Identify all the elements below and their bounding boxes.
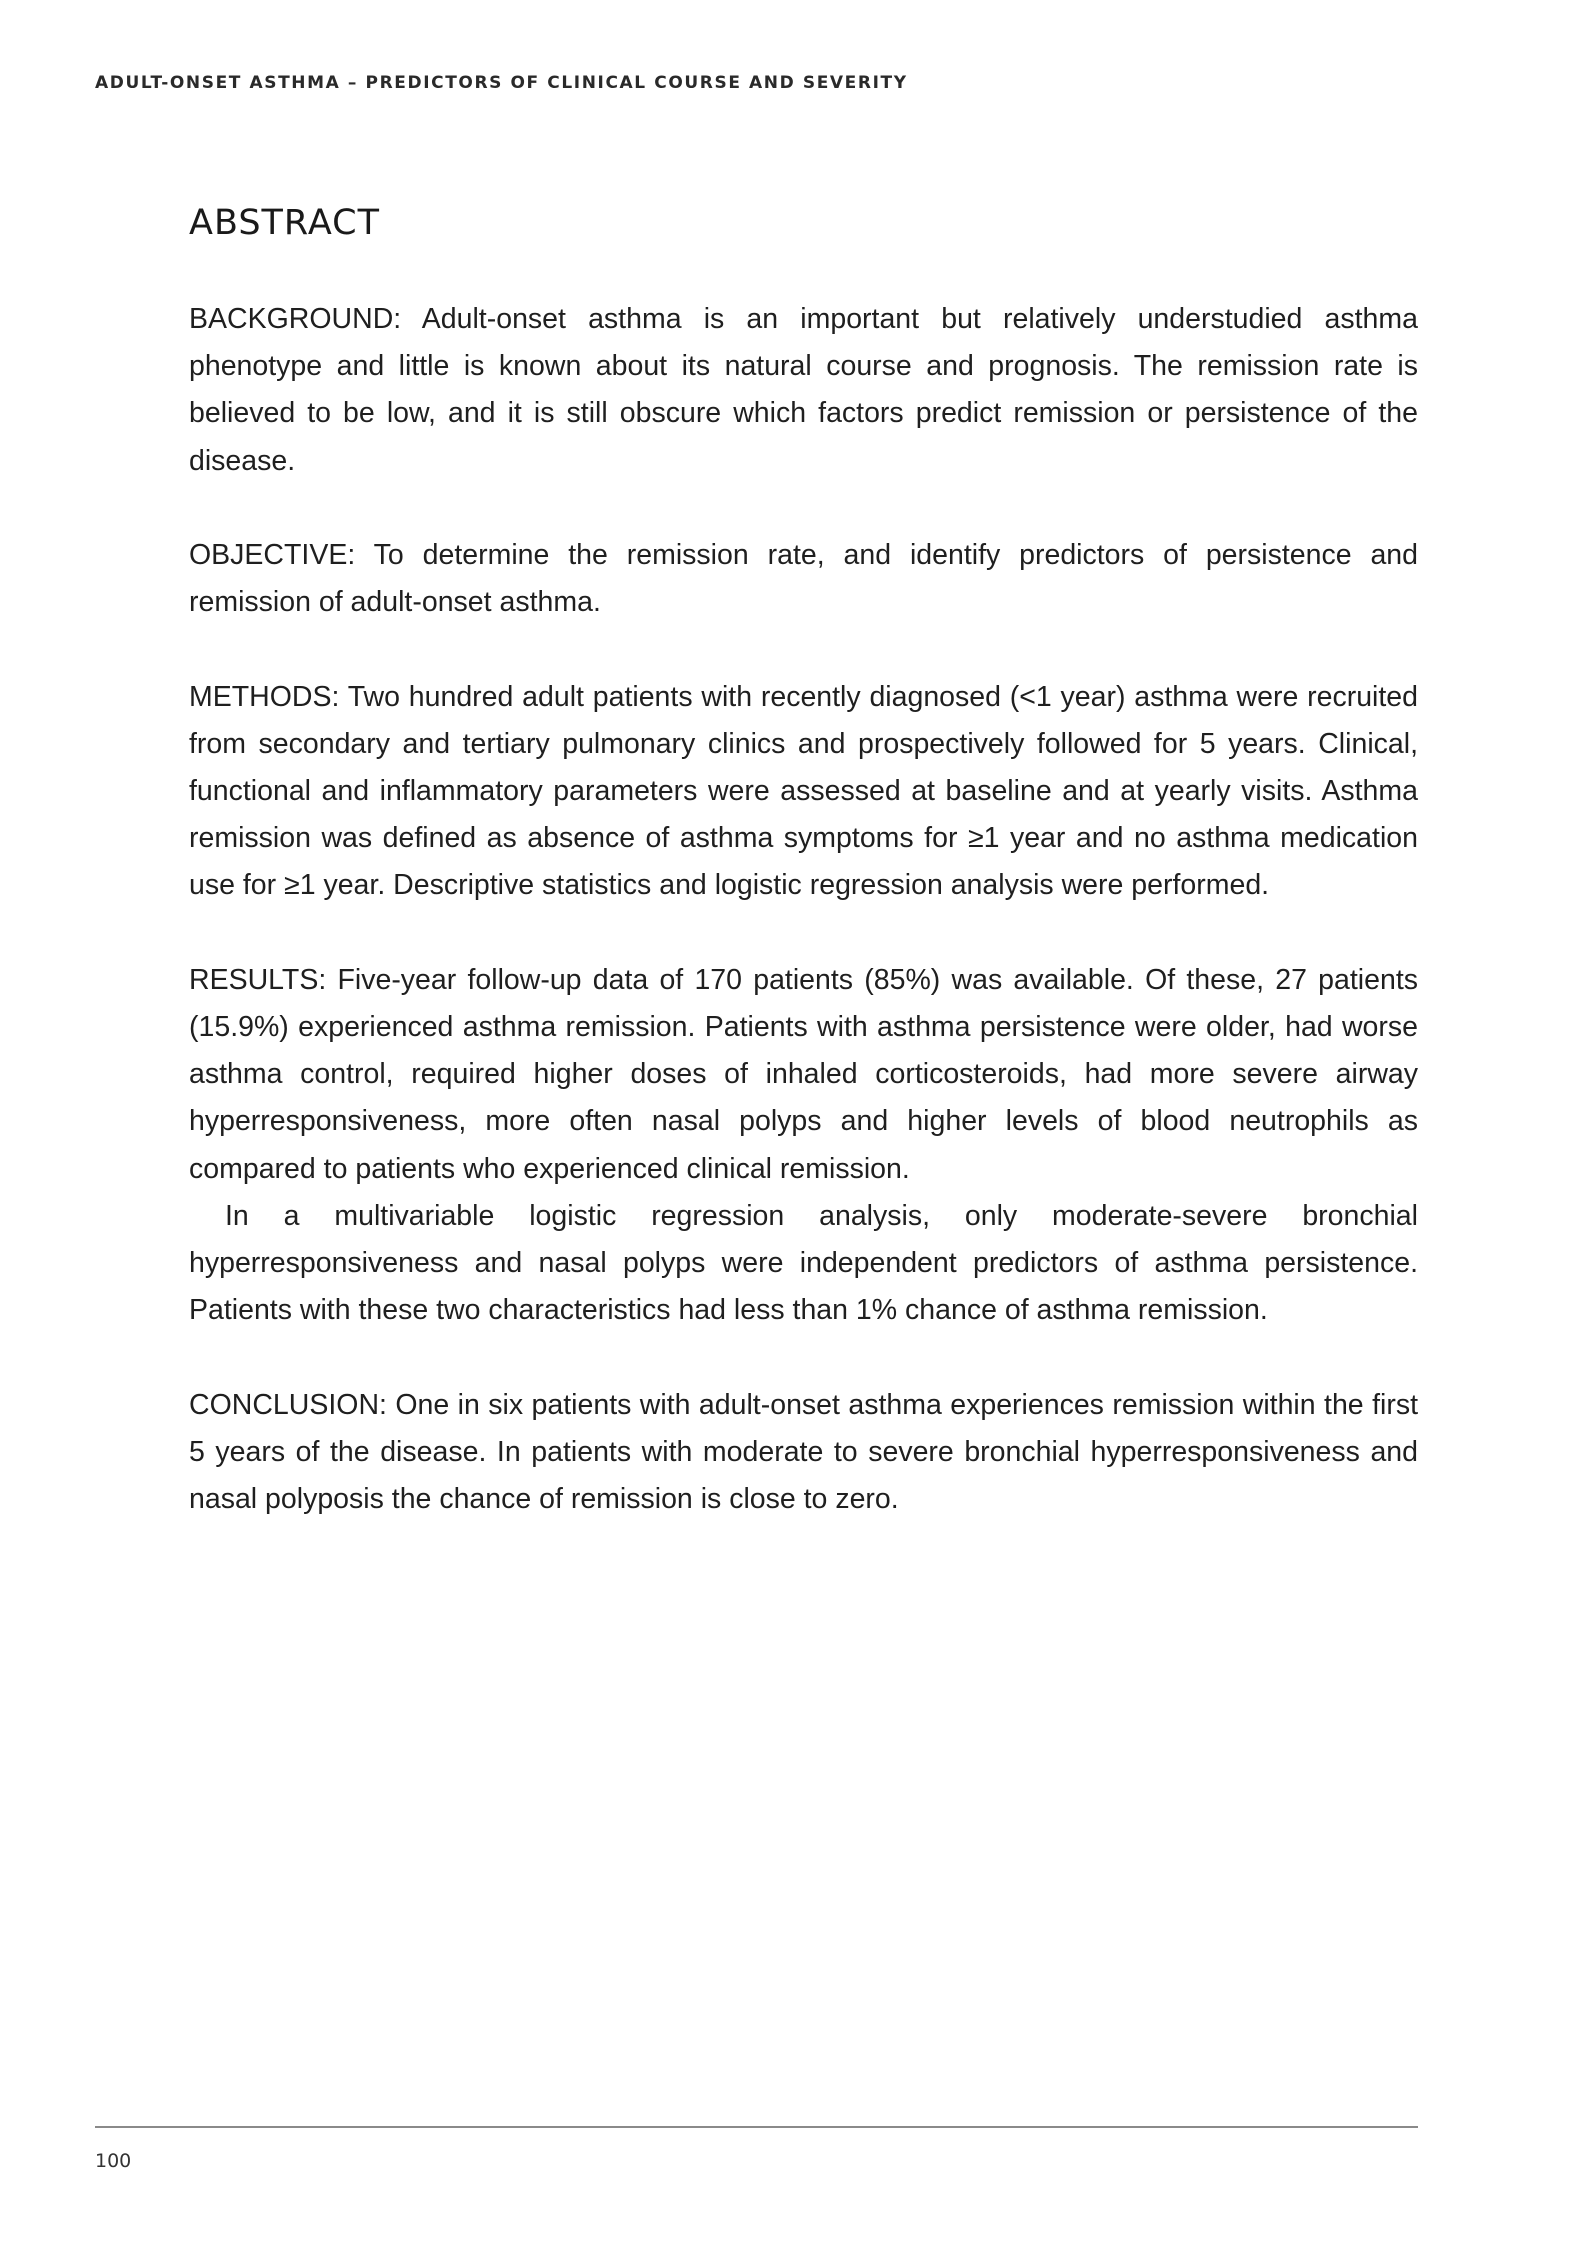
background-section bbox=[189, 296, 1418, 485]
results-section bbox=[189, 957, 1418, 1335]
objective-paragraph: OBJECTIVE: To determine the remission rate, and identify predictors of persistence and remission of adult-onset asthma. bbox=[189, 539, 1418, 619]
abstract-title: ABSTRACT bbox=[189, 203, 380, 243]
results-multivariable-paragraph: In a multivariable logistic regression analysis, only moderate-severe bronchial hyperresponsiveness and nasal polyps were independent predictors of asthma persistence. Patients with these two characteristics had less than 1% chance of asthma remission. bbox=[189, 1199, 1418, 1327]
conclusion-section bbox=[189, 1382, 1418, 1524]
methods-paragraph: METHODS: Two hundred adult patients with recently diagnosed (<1 year) asthma were recruited from secondary and tertiary pulmonary clinics and prospectively followed for 5 years. Clinical, functional and inflammatory parameters were assessed at baseline and at yearly visits. Asthma remission was defined as absence of asthma symptoms for ≥1 year and no asthma medication use for ≥1 year. Descriptive statistics and logistic regression analysis were performed. bbox=[189, 680, 1418, 902]
conclusion-paragraph: CONCLUSION: One in six patients with adult-onset asthma experiences remission within the first 5 years of the disease. In patients with moderate to severe bronchial hyperresponsiveness and nasal polyposis the chance of remission is close to zero. bbox=[189, 1388, 1418, 1516]
running-header: ADULT-ONSET ASTHMA – PREDICTORS OF CLINICAL COURSE AND SEVERITY bbox=[95, 73, 908, 93]
methods-section bbox=[189, 674, 1418, 910]
abstract-body bbox=[189, 296, 1418, 1570]
objective-section bbox=[189, 532, 1418, 626]
results-paragraph: RESULTS: Five-year follow-up data of 170 patients (85%) was available. Of these, 27 patients (15.9%) experienced asthma remission. Patients with asthma persistence were older, had worse asthma control, required higher doses of inhaled corticosteroids, had more severe airway hyperresponsiveness, more often nasal polyps and higher levels of blood neutrophils as compared to patients who experienced clinical remission. bbox=[189, 963, 1418, 1185]
background-paragraph: BACKGROUND: Adult-onset asthma is an important but relatively understudied asthma phenotype and little is known about its natural course and prognosis. The remission rate is believed to be low, and it is still obscure which factors predict remission or persistence of the disease. bbox=[189, 303, 1418, 477]
page-number: 100 bbox=[95, 2150, 132, 2172]
footer-rule bbox=[95, 2126, 1418, 2128]
